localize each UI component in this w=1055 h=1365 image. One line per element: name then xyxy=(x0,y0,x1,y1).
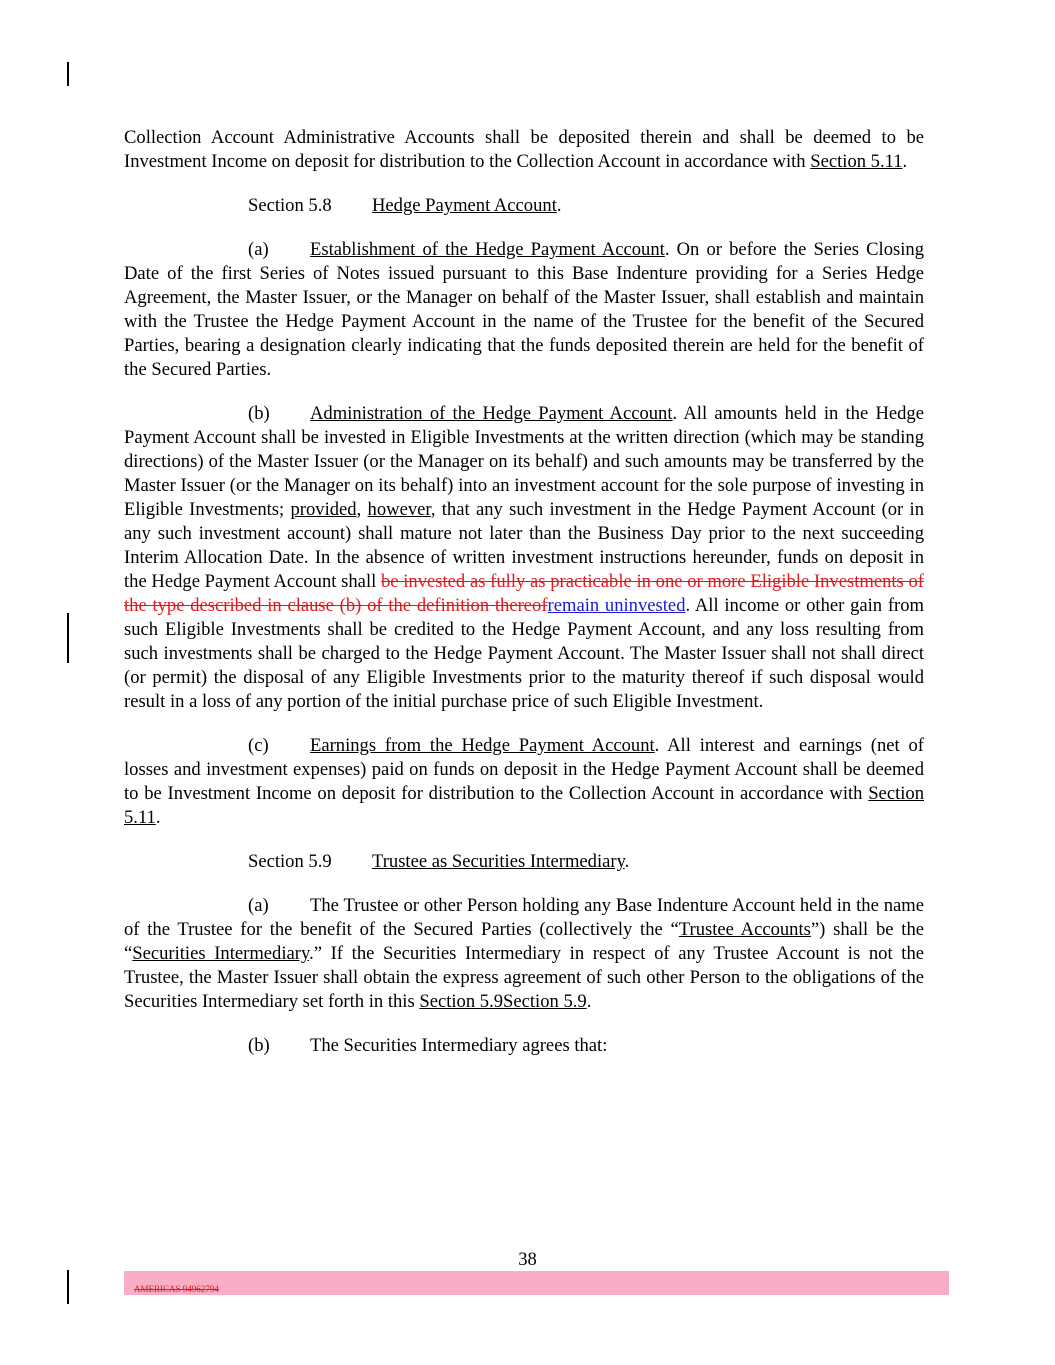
section-title: Trustee as Securities Intermediary xyxy=(372,851,625,872)
paragraph-text: The Trustee or other Person holding any Base Indenture Account held in the name of the Trustee for the benefit of the Secured Parties (collectively the “ xyxy=(124,895,924,940)
paragraph-5-9-a: (a) The Trustee or other Person holding any Base Indenture Account held in the name of the Trustee for the benefit of the Secured Parties (collectively the “Trustee Accounts”) shall be the “Securities Intermediary.” If the Securities Intermediary in respect of any Trustee Account is not the Trustee, the Master Issuer shall obtain the express agreement of such other Person to the obligations of the Securities Intermediary set forth in this Section 5.9Section 5.9. xyxy=(124,895,925,1012)
paragraph-text: .” If the Securities Intermediary in respect of any Trustee Account is not the Trustee, the Master Issuer shall obtain the express agreement of such other Person to the obligations of the Securities Intermediary set forth in this xyxy=(124,943,924,1012)
intro-text: Collection Account Administrative Accounts shall be deposited therein and shall be deemed to be Investment Income on deposit for distribution to the Collection Account in accordance with xyxy=(124,127,924,172)
page-number: 38 xyxy=(518,1249,537,1270)
change-bar-middle xyxy=(67,613,69,663)
paragraph-text: . On or before the Series Closing Date of the first Series of Notes issued pursuant to this Base Indenture providing for a Series Hedge Agreement, the Master Issuer, or the Manager on behalf of the Master Issuer, shall establish and maintain with the Trustee the Hedge Payment Account in the name of the Trustee for the benefit of the Secured Parties, bearing a designation clearly indicating that the funds deposited therein are held for the benefit of the Secured Parties. xyxy=(124,239,924,380)
section-number: Section 5.9 xyxy=(248,851,332,872)
paragraph-text: , that any such investment in the Hedge Payment Account (or in any such investment account) shall mature not later than the Business Day prior to the next succeeding Interim Allocation Date. In the absence of written investment instructions hereunder, funds on deposit in the Hedge Payment Account shall xyxy=(124,499,925,592)
paragraph-number: (a) xyxy=(248,239,269,260)
change-bar-top xyxy=(67,62,69,86)
paragraph-number: (a) xyxy=(248,895,269,916)
change-bar-bottom xyxy=(67,1270,69,1304)
paragraph-5-8-a xyxy=(124,238,924,382)
paragraph-text: . All interest and earnings (net of losses and investment expenses) paid on funds on deposit in the Hedge Payment Account shall be deemed to be Investment Income on deposit for distribution to the Collection Account in accordance with xyxy=(124,735,924,804)
paragraph-heading: Earnings from the Hedge Payment Account xyxy=(310,735,655,756)
paragraph-number: (c) xyxy=(248,735,269,756)
intro-paragraph: Collection Account Administrative Accounts shall be deposited therein and shall be deemed to be Investment Income on deposit for distribution to the Collection Account in accordance with Section 5.11. xyxy=(124,127,924,172)
tracked-deletion: be invested as fully as practicable in one or more Eligible Investments of the type described in clause (b) of the definition thereof xyxy=(124,571,925,616)
paragraph-heading: Establishment of the Hedge Payment Account xyxy=(310,239,665,260)
section-reference: Section 5.11 xyxy=(810,151,903,172)
paragraph-text: . All amounts held in the Hedge Payment Account shall be invested in Eligible Investments at the written direction (which may be standing directions) of the Master Issuer (or the Manager on its behalf) and such amounts may be transferred by the Master Issuer (or the Manager on its behalf) into an investment account for the sole purpose of investing in Eligible Investments; xyxy=(124,403,924,520)
paragraph-number: (b) xyxy=(248,1035,270,1056)
paragraph-heading: Administration of the Hedge Payment Account xyxy=(310,403,673,424)
defined-term: Securities Intermediary xyxy=(132,943,310,964)
paragraph-text: . All income or other gain from such Eligible Investments shall be credited to the Hedge Payment Account, and any loss resulting from such investments shall be charged to the Hedge Payment Account. The Master Issuer shall not shall direct (or permit) the disposal of any Eligible Investments prior to the maturity thereof if such disposal would result in a loss of any portion of the initial purchase price of such Eligible Investment. xyxy=(124,595,924,712)
document-id: AMERICAS 94962794 xyxy=(134,1284,219,1294)
section-5-8-heading: Section 5.8 Hedge Payment Account. xyxy=(124,194,924,218)
document-body xyxy=(124,126,924,1058)
footer-band xyxy=(124,1271,949,1295)
section-5-9-heading: Section 5.9 Trustee as Securities Intermediary. xyxy=(124,850,924,874)
paragraph-text: The Securities Intermediary agrees that: xyxy=(310,1035,608,1056)
section-reference: Section 5.9Section 5.9 xyxy=(419,991,587,1012)
defined-term: Trustee Accounts xyxy=(678,919,811,940)
section-reference: Section 5.11 xyxy=(124,783,924,828)
paragraph-5-9-b xyxy=(124,1034,924,1058)
section-title: Hedge Payment Account xyxy=(372,195,557,216)
paragraph-text: ”) shall be the “ xyxy=(124,919,925,964)
paragraph-5-8-b: (b) Administration of the Hedge Payment Account. All amounts held in the Hedge Payment Account shall be invested in Eligible Investments at the written direction (which may be standing directions) of the Master Issuer (or the Manager on its behalf) and such amounts may be transferred by the Master Issuer (or the Manager on its behalf) into an investment account for the sole purpose of investing in Eligible Investments; provided, however, that any such investment in the Hedge Payment Account (or in any such investment account) shall mature not later than the Business Day prior to the next succeeding Interim Allocation Date. In the absence of written investment instructions hereunder, funds on deposit in the Hedge Payment Account shall be invested as fully as practicable in one or more Eligible Investments of the type described in clause (b) of the definition thereofremain uninvested. All income or other gain from such Eligible Investments shall be credited to the Hedge Payment Account, and any loss resulting from such investments shall be charged to the Hedge Payment Account. The Master Issuer shall not shall direct (or permit) the disposal of any Eligible Investments prior to the maturity thereof if such disposal would result in a loss of any portion of the initial purchase price of such Eligible Investment. xyxy=(124,403,925,712)
paragraph-5-8-c: (c) Earnings from the Hedge Payment Account. All interest and earnings (net of losses and investment expenses) paid on funds on deposit in the Hedge Payment Account shall be deemed to be Investment Income on deposit for distribution to the Collection Account in accordance with Section 5.11. xyxy=(124,735,924,828)
tracked-insertion: remain uninvested xyxy=(547,595,686,616)
defined-term: provided xyxy=(290,499,357,520)
defined-term: however xyxy=(367,499,431,520)
paragraph-number: (b) xyxy=(248,403,270,424)
section-number: Section 5.8 xyxy=(248,195,332,216)
